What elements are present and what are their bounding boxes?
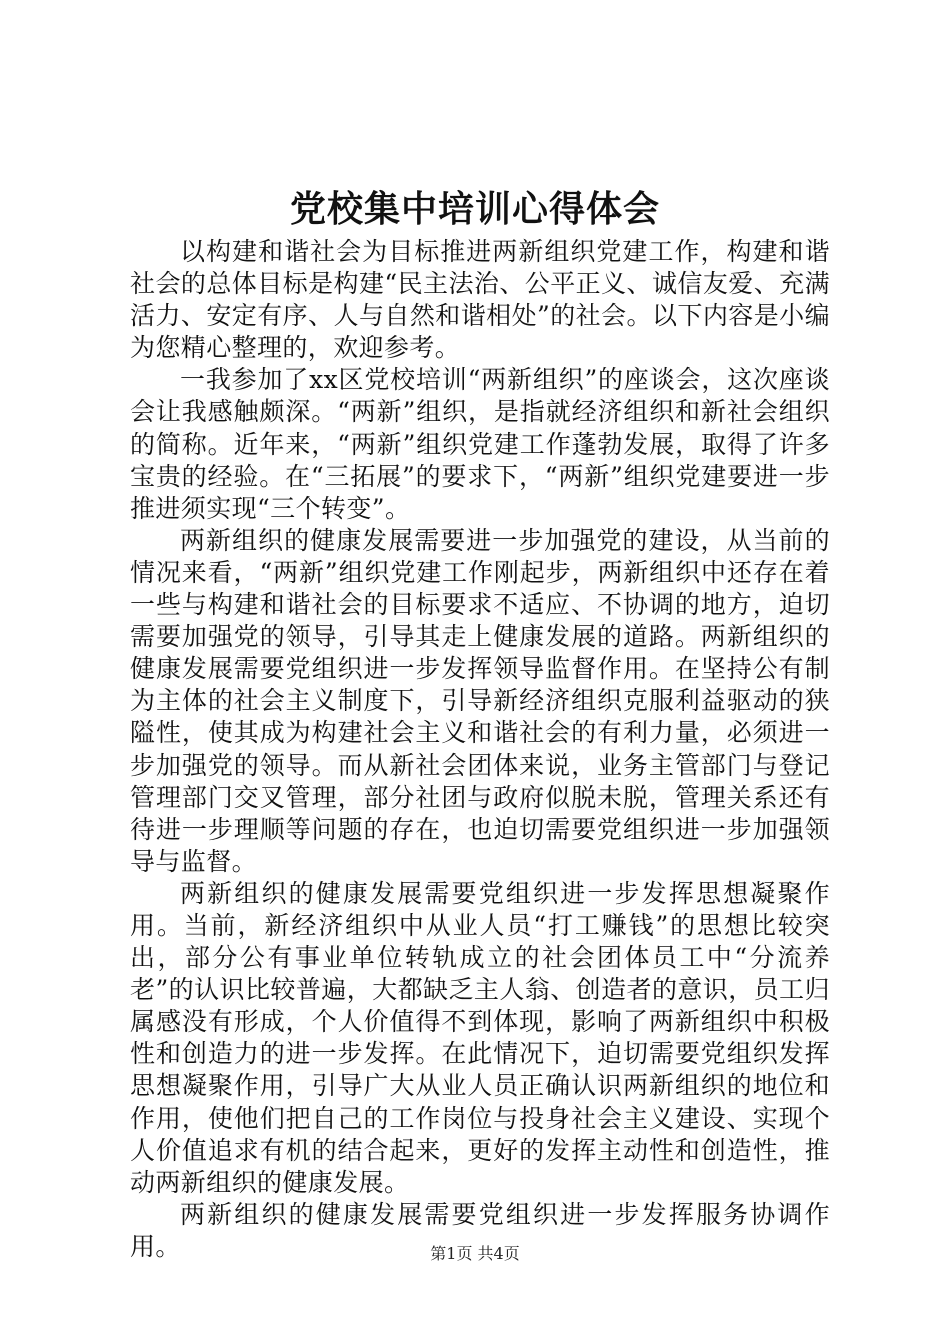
page-number-footer: 第1页 共4页 (430, 1244, 520, 1263)
document-title: 党校集中培训心得体会 (289, 188, 660, 230)
paragraph-seminar: 一我参加了xx区党校培训“两新组织”的座谈会，这次座谈会让我感触颇深。“两新”组织，是指就经济组织和新社会组织的简称。近年来，“两新”组织党建工作蓬勃发展，取得了许多宝贵的经验。在“三拓展”的要求下，“两新”组织党建要进一步推进须实现“三个转变”。 (130, 365, 830, 523)
document-body (130, 236, 830, 1263)
paragraph-party-building: 两新组织的健康发展需要进一步加强党的建设，从当前的情况来看，“两新”组织党建工作刚起步，两新组织中还存在着一些与构建和谐社会的目标要求不适应、不协调的地方，迫切需要加强党的领导，引导其走上健康发展的道路。两新组织的健康发展需要党组织进一步发挥领导监督作用。在坚持公有制为主体的社会主义制度下，引导新经济组织克服利益驱动的狭隘性，使其成为构建社会主义和谐社会的有利力量，必须进一步加强党的领导。而从新社会团体来说，业务主管部门与登记管理部门交叉管理，部分社团与政府似脱未脱，管理关系还有待进一步理顺等问题的存在，也迫切需要党组织进一步加强领导与监督。 (130, 525, 830, 876)
paragraph-ideological-cohesion: 两新组织的健康发展需要党组织进一步发挥思想凝聚作用。当前，新经济组织中从业人员“打工赚钱”的思想比较突出，部分公有事业单位转轨成立的社会团体员工中“分流养老”的认识比较普遍，大都缺乏主人翁、创造者的意识，员工归属感没有形成，个人价值得不到体现，影响了两新组织中积极性和创造力的进一步发挥。在此情况下，迫切需要党组织发挥思想凝聚作用，引导广大从业人员正确认识两新组织的地位和作用，使他们把自己的工作岗位与投身社会主义建设、实现个人价值追求有机的结合起来，更好的发挥主动性和创造性，推动两新组织的健康发展。 (130, 878, 830, 1197)
paragraph-service-coordination: 两新组织的健康发展需要党组织进一步发挥服务协调作用。 (130, 1199, 830, 1261)
paragraph-intro: 以构建和谐社会为目标推进两新组织党建工作，构建和谐社会的总体目标是构建“民主法治、公平正义、诚信友爱、充满活力、安定有序、人与自然和谐相处”的社会。以下内容是小编为您精心整理的，欢迎参考。 (130, 237, 830, 363)
